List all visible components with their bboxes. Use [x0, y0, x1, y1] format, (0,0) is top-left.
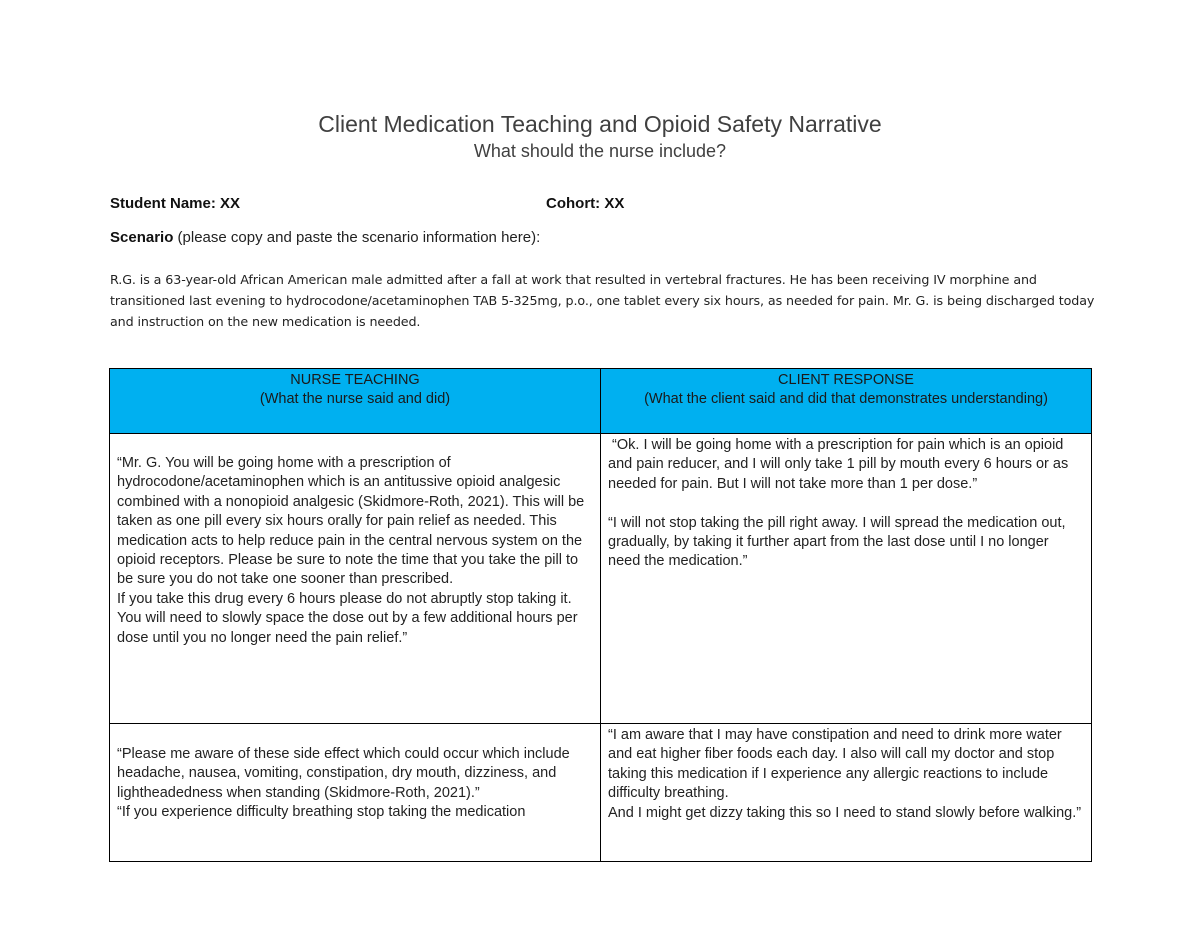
- scenario-heading: [110, 229, 540, 247]
- header-subtitle: (What the client said and did that demonstrates understanding): [644, 391, 1048, 408]
- nurse-teaching-cell: [110, 434, 601, 724]
- client-response-text: “I am aware that I may have constipation and need to drink more water and eat higher fiber foods each day. I also will call my doctor and stop taking this medication if I experience any allergic reactions to include difficulty breathing. And I might get dizzy taking this so I need to stand slowly before walking.”: [608, 727, 1082, 821]
- nurse-teaching-cell: [110, 724, 601, 862]
- client-response-text: “Ok. I will be going home with a prescription for pain which is an opioid and pain reducer, and I will only take 1 pill by mouth every 6 hours or as needed for pain. But I will not take more than 1 per dose.” “I will not stop taking the pill right away. I will spread the medication out, gradually, by taking it further apart from the last dose until I no longer need the medication.”: [608, 437, 1069, 570]
- teaching-table: [109, 368, 1092, 862]
- client-response-cell: [601, 434, 1092, 724]
- header-client-response: [601, 369, 1092, 434]
- header-title: CLIENT RESPONSE: [778, 372, 914, 388]
- cohort: Cohort: XX: [546, 195, 625, 212]
- scenario-instruction: (please copy and paste the scenario information here):: [173, 229, 541, 246]
- header-title: NURSE TEACHING: [290, 372, 420, 388]
- table-row: [110, 434, 1092, 724]
- scenario-label: Scenario: [110, 229, 174, 246]
- table-header-row: [110, 369, 1092, 434]
- table-row: [110, 724, 1092, 862]
- client-response-cell: [601, 724, 1092, 862]
- scenario-text: R.G. is a 63-year-old African American male admitted after a fall at work that resulted in vertebral fractures. He has been receiving IV morphine and transitioned last evening to hydrocodone/acetaminophen TAB 5-325mg, p.o., one tablet every six hours, as needed for pain. Mr. G. is being discharged today and instruction on the new medication is needed.: [110, 272, 1095, 329]
- document-title: Client Medication Teaching and Opioid Safety Narrative: [318, 111, 882, 137]
- header-nurse-teaching: [110, 369, 601, 434]
- nurse-teaching-text: “Please me aware of these side effect which could occur which include headache, nausea, vomiting, constipation, dry mouth, dizziness, and lightheadedness when standing (Skidmore-Roth, 2021).” “If you experience difficulty breathing stop taking the medication: [117, 746, 570, 821]
- student-name: Student Name: XX: [110, 195, 241, 212]
- header-subtitle: (What the nurse said and did): [259, 391, 451, 408]
- nurse-teaching-text: “Mr. G. You will be going home with a prescription of hydrocodone/acetaminophen which is an antitussive opioid analgesic combined with a nonopioid analgesic (Skidmore-Roth, 2021). This will be taken as one pill every six hours orally for pain relief as needed. This medication acts to help reduce pain in the central nervous system on the opioid receptors. Please be sure to note the time that you take the pill to be sure you do not take one sooner than prescribed. If you take this drug every 6 hours please do not abruptly stop taking it. You will need to slowly space the dose out by a few additional hours per dose until you no longer need the pain relief.”: [117, 455, 585, 646]
- document-subtitle: What should the nurse include?: [473, 141, 727, 161]
